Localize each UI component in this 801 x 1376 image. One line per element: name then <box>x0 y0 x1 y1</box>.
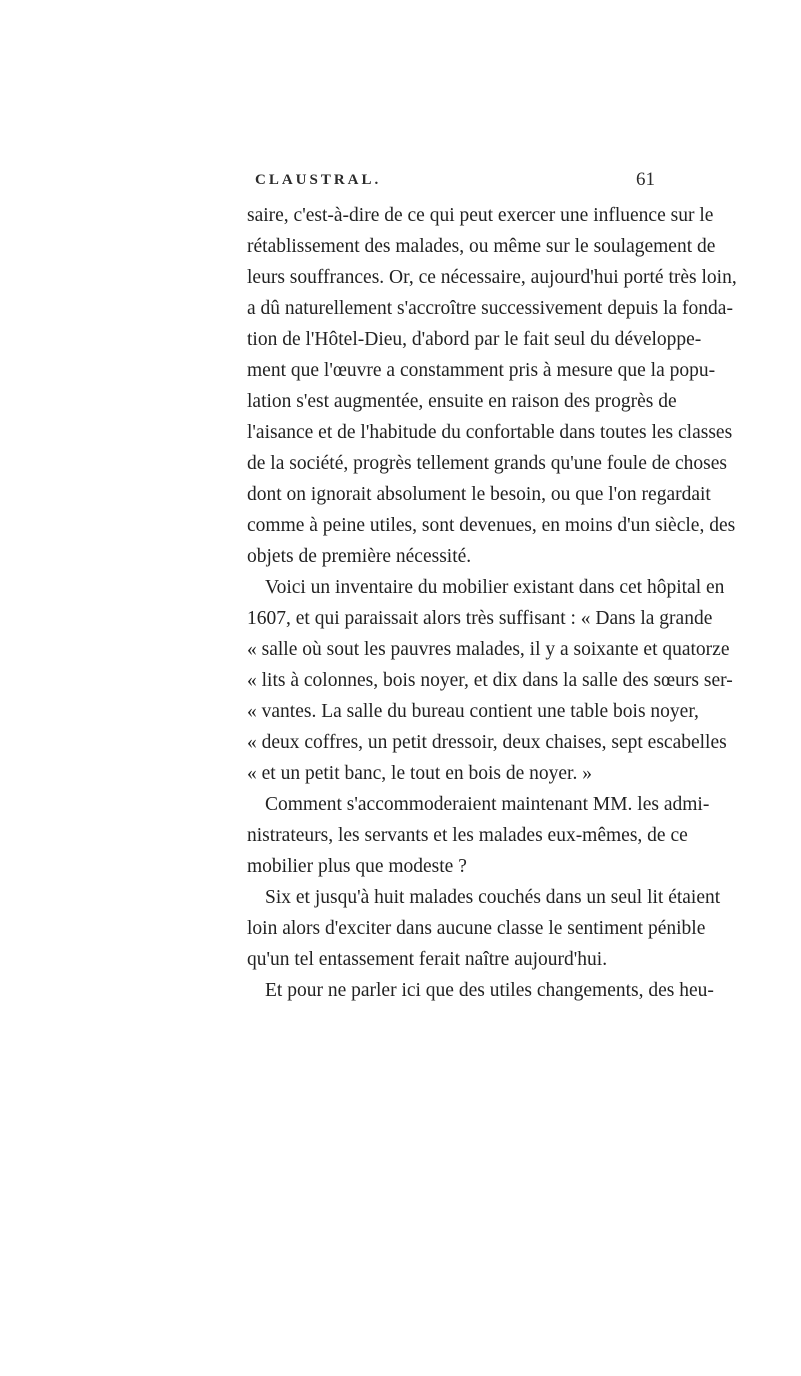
running-title: CLAUSTRAL. <box>255 172 382 188</box>
text-line: « deux coffres, un petit dressoir, deux chaises, sept escabelles <box>247 732 727 753</box>
text-line: Et pour ne parler ici que des utiles changements, des heu- <box>265 980 714 1001</box>
text-line: Voici un inventaire du mobilier existant dans cet hôpital en <box>265 577 725 598</box>
text-line: loin alors d'exciter dans aucune classe le sentiment pénible <box>247 918 706 939</box>
text-line: 1607, et qui paraissait alors très suffisant : « Dans la grande <box>247 608 713 629</box>
text-line: nistrateurs, les servants et les malades eux-mêmes, de ce <box>247 825 688 846</box>
body-text <box>247 200 737 1006</box>
text-line: qu'un tel entassement ferait naître aujourd'hui. <box>247 949 608 970</box>
text-line: a dû naturellement s'accroître successivement depuis la fonda- <box>247 298 733 319</box>
text-line: saire, c'est-à-dire de ce qui peut exercer une influence sur le <box>247 205 714 226</box>
text-line: lation s'est augmentée, ensuite en raison des progrès de <box>247 391 677 412</box>
text-line: de la société, progrès tellement grands qu'une foule de choses <box>247 453 728 474</box>
text-line: Comment s'accommoderaient maintenant MM. les admi- <box>265 794 710 815</box>
text-line: « et un petit banc, le tout en bois de noyer. » <box>247 763 592 784</box>
text-line: tion de l'Hôtel-Dieu, d'abord par le fait seul du développe- <box>247 329 702 350</box>
running-head <box>255 169 655 196</box>
page-number: 61 <box>636 169 655 190</box>
text-line: leurs souffrances. Or, ce nécessaire, aujourd'hui porté très loin, <box>247 267 737 288</box>
text-line: Six et jusqu'à huit malades couchés dans un seul lit étaient <box>265 887 721 908</box>
text-line: comme à peine utiles, sont devenues, en moins d'un siècle, des <box>247 515 736 536</box>
text-line: rétablissement des malades, ou même sur le soulagement de <box>247 236 716 257</box>
text-line: ment que l'œuvre a constamment pris à mesure que la popu- <box>247 360 716 381</box>
text-line: l'aisance et de l'habitude du confortable dans toutes les classes <box>247 422 733 443</box>
text-line: « vantes. La salle du bureau contient une table bois noyer, <box>247 701 699 722</box>
text-line: « lits à colonnes, bois noyer, et dix dans la salle des sœurs ser- <box>247 670 733 691</box>
text-line: objets de première nécessité. <box>247 546 472 567</box>
text-line: « salle où sout les pauvres malades, il y a soixante et quatorze <box>247 639 730 660</box>
text-line: mobilier plus que modeste ? <box>247 856 467 877</box>
text-line: dont on ignorait absolument le besoin, ou que l'on regardait <box>247 484 711 505</box>
